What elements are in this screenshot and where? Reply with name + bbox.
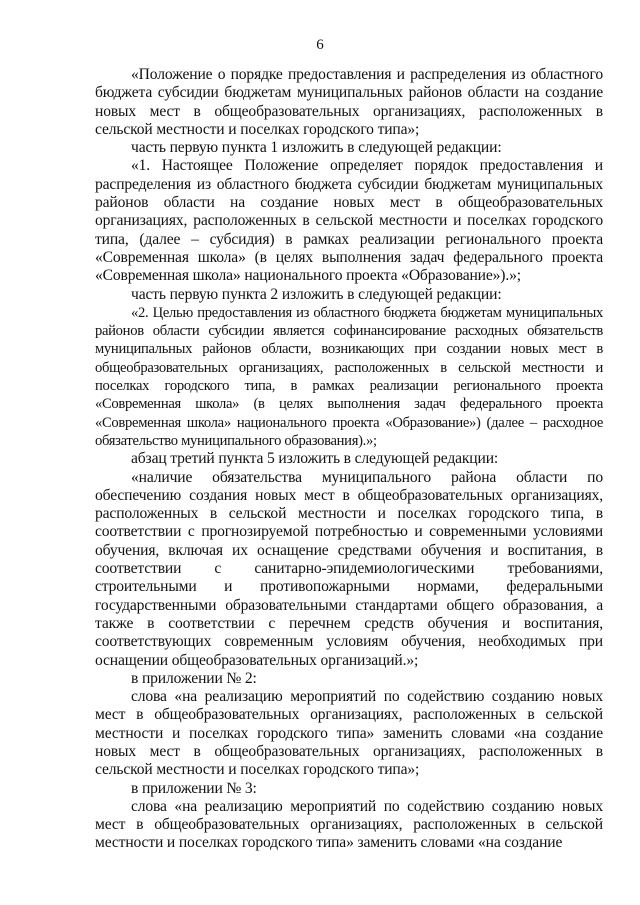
- paragraph-4: часть первую пункта 2 изложить в следующей редакции:: [131, 285, 502, 303]
- paragraph-11: слова «на реализацию мероприятий по содействию созданию новых мест в общеобразовательных организациях, расположенных в сельской местности и поселках городского типа» заменить словами «на создание: [95, 797, 603, 852]
- paragraph-8: в приложении № 2:: [131, 669, 257, 687]
- paragraph-3: «1. Настоящее Положение определяет порядок предоставления и распределения из областного бюджета субсидии бюджетам муниципальных районов области на создание новых мест в общеобразовательных организациях, расположенных в сельской местности и поселках городского типа, (далее – субсидия) в рамках реализации регионального проекта «Современная школа» (в целях выполнения задач федерального проекта «Современная школа» национального проекта «Образование»).»;: [95, 157, 603, 285]
- paragraph-9: слова «на реализацию мероприятий по содействию созданию новых мест в общеобразовательных организациях, расположенных в сельской местности и поселках городского типа» заменить словами «на создание новых мест в общеобразовательных организациях, расположенных в сельской местности и поселках городского типа»;: [95, 688, 603, 779]
- page-number: 6: [316, 37, 324, 53]
- paragraph-6: абзац третий пункта 5 изложить в следующей редакции:: [131, 450, 499, 468]
- paragraph-10: в приложении № 3:: [131, 779, 257, 797]
- paragraph-7: «наличие обязательства муниципального района области по обеспечению создания новых мест в общеобразовательных организациях, расположенных в сельской местности и поселках городского типа, в соответствии с прогнозируемой потребностью и современными условиями обучения, включая их оснащение средствами обучения и воспитания, в соответствии с санитарно-эпидемиологическими требованиями, строительными и противопожарными нормами, федеральными государственными образовательными стандартами общего образования, а также в соответствии с перечнем средств обучения и воспитания, соответствующих современным условиям обучения, необходимых при оснащении общеобразовательных организаций.»;: [95, 468, 603, 669]
- paragraph-5: «2. Целью предоставления из областного бюджета бюджетам муниципальных районов области субсидии является софинансирование расходных обязательств муниципальных районов области, возникающих при создании новых мест в общеобразовательных организациях, расположенных в сельской местности и поселках городского типа, в рамках реализации регионального проекта «Современная школа» (в целях выполнения задач федерального проекта «Современная школа» национального проекта «Образование») (далее – расходное обязательство муниципального образования).»;: [95, 304, 603, 449]
- document-body: [95, 66, 603, 853]
- paragraph-1: «Положение о порядке предоставления и распределения из областного бюджета субсидии бюджетам муниципальных районов области на создание новых мест в общеобразовательных организациях, расположенных в сельской местности и поселках городского типа»;: [95, 66, 603, 138]
- paragraph-2: часть первую пункта 1 изложить в следующей редакции:: [131, 139, 502, 157]
